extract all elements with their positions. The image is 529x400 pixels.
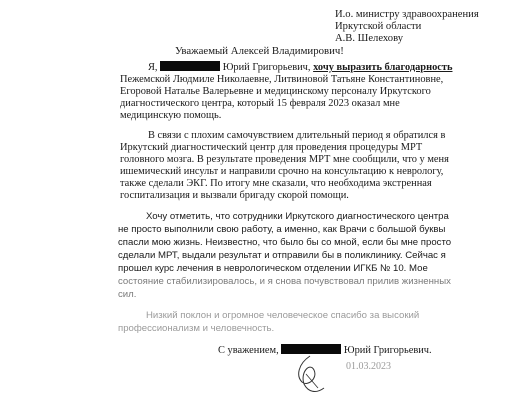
para2-line-3: головного мозга. В результате проведения МРТ мне сообщили, что у меня: [120, 154, 449, 165]
signature-mark: [288, 354, 334, 398]
para1-line-1: [148, 61, 452, 74]
para2-line-2: Иркутский диагностический центр для проведения процедуры МРТ: [120, 142, 423, 153]
para1-line-1-b: Юрий Григорьевич,: [222, 62, 311, 73]
redacted-name-closing: [281, 344, 341, 354]
addressee-line-3: А.В. Шелехову: [335, 33, 404, 44]
para4-line-1: Низкий поклон и огромное человеческое спасибо за высокий: [146, 310, 420, 321]
salutation: Уважаемый Алексей Владимирович!: [175, 45, 344, 57]
para2-line-6: госпитализация и вызвали бригаду скорой помощи.: [120, 190, 349, 201]
para1-line-5: медицинскую помощь.: [120, 110, 222, 121]
para1-line-1-a: Я,: [148, 62, 158, 73]
para2-line-1: В связи с плохим самочувствием длительный период я обратился в: [148, 130, 446, 141]
para4-line-2: профессионализм и человечность.: [118, 323, 275, 334]
closing-b: Юрий Григорьевич.: [343, 345, 432, 356]
para3-line-7: сил.: [118, 289, 137, 300]
para1-line-4: диагностического центра, который 15 февраля 2023 оказал мне: [120, 98, 400, 109]
para2-line-5: также сделали ЭКГ. По итогу мне сказали, что необходима экстренная: [120, 178, 432, 189]
para3-line-6: состояние стабилизировалось, и я снова почувствовал прилив жизненных: [118, 276, 451, 287]
para3-line-1: Хочу отметить, что сотрудники Иркутского диагностического центра: [146, 211, 449, 222]
para3-line-2: не просто выполнили свою работу, а именно, как Врачи с большой буквы: [118, 224, 446, 235]
addressee-line-2: Иркутской области: [335, 21, 422, 32]
para1-line-3: Егоровой Наталье Валерьевне и медицинскому персоналу Иркутского: [120, 86, 431, 97]
para3-line-5: прошел курс лечения в неврологическом отделении ИГКБ № 10. Мое: [118, 263, 428, 274]
para2-line-4: ишемический инсульт и направили срочно на консультацию к неврологу,: [120, 166, 444, 177]
para3-line-3: спасли мою жизнь. Неизвестно, что было бы со мной, если бы мне просто: [118, 237, 452, 248]
redacted-name: [160, 61, 220, 71]
para3-line-4: сделали МРТ, выдали результат и отправили бы в поликлинику. Сейчас я: [118, 250, 446, 261]
closing-a: С уважением,: [218, 345, 279, 356]
para1-line-2: Пежемской Людмиле Николаевне, Литвиновой Татьяне Константиновне,: [120, 74, 444, 85]
para1-line-1-c: хочу выразить благодарность: [313, 62, 453, 73]
date: 01.03.2023: [346, 361, 391, 372]
addressee-line-1: И.о. министру здравоохранения: [335, 9, 479, 20]
